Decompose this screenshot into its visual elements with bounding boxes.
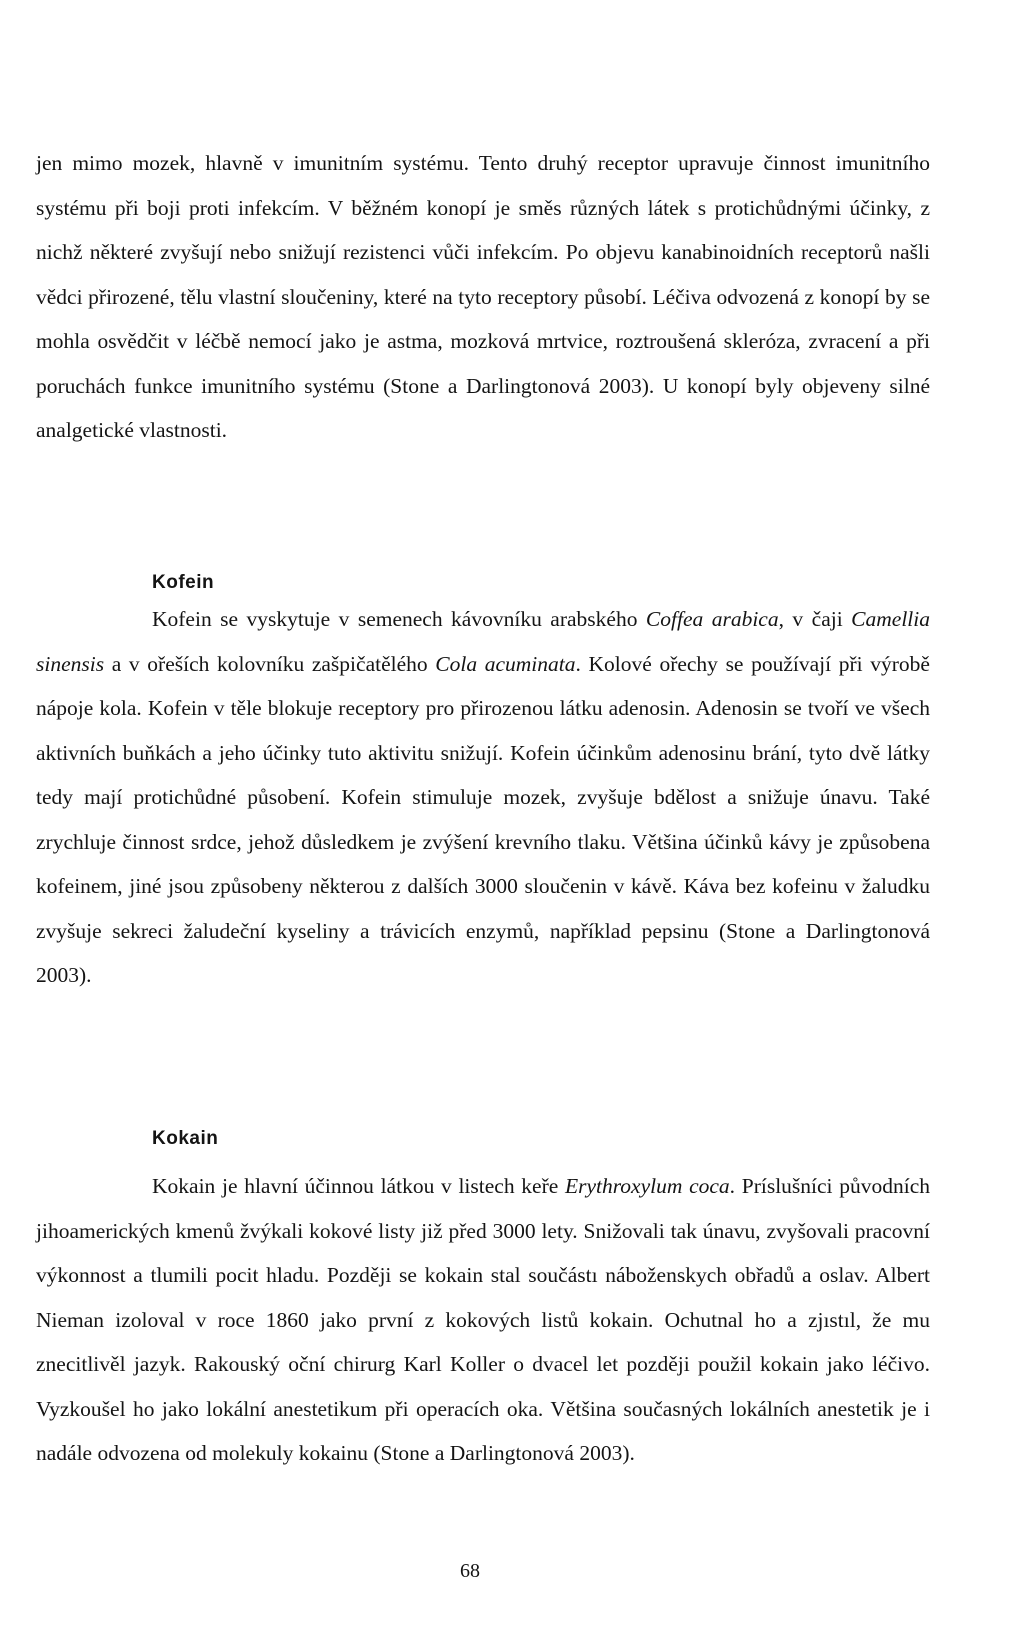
paragraph-cannabis-continued xyxy=(36,141,930,453)
page-number: 68 xyxy=(460,1560,480,1582)
text-segment: Kokain je hlavní účinnou látkou v listech keře xyxy=(152,1174,565,1198)
latin-name-erythroxylum-coca: Erythroxylum coca xyxy=(564,1174,730,1198)
text-segment: a v ořeších kolovníku zašpičatělého xyxy=(104,651,436,676)
text-segment: , v čaji xyxy=(778,607,852,631)
paragraph-kofein xyxy=(36,597,930,998)
section-heading-kokain: Kokain xyxy=(152,1128,219,1149)
paragraph-text: jen mimo mozek, hlavně v imunitním systému. Tento druhý receptor upravuje činnost imunitního systému při boji proti infekcím. V běžném konopí je směs různých látek s protichůdnými účinky, z nichž některé zvyšují nebo snižují rezistenci vůči infekcím. Po objevu kanabinoidních receptorů našli vědci přirozené, tělu vlastní sloučeniny, které na tyto receptory působí. Léčiva odvozená z konopí by se mohla osvědčit v léčbě nemocí jako je astma, mozková mrtvice, roztroušená skleróza, zvracení a při poruchách funkce imunitního systému (Stone a Darlingtonová 2003). U konopí byly objeveny silné analgetické vlastnosti. xyxy=(36,151,930,442)
paragraph-kokain xyxy=(36,1164,930,1476)
section-heading-kofein: Kofein xyxy=(152,572,215,593)
text-segment: . Príslušníci původních jihoamerických kmenů žvýkali kokové listy již před 3000 lety. Snižovali tak únavu, zvyšovali pracovní výkonnost a tlumili pocit hladu. Později se kokain stal součástı náboženskych obřadů a oslav. Albert Nieman izoloval v roce 1860 jako první z kokových listů kokain. Ochutnal ho a zjıstıl, že mu znecitlivěl jazyk. Rakouský oční chirurg Karl Koller o dvacel let později použil kokain jako léčivo. Vyzkoušel ho jako lokální anestetikum při operacích oka. Většina současných lokálních anestetik je i nadále odvozena od molekuly kokainu (Stone a Darlingtonová 2003). xyxy=(36,1174,930,1465)
text-segment: Kofein se vyskytuje v semenech kávovníku arabského xyxy=(152,607,646,631)
latin-name-coffea-arabica: Coffea arabica xyxy=(645,607,779,631)
latin-name-cola-acuminata: Cola acuminata xyxy=(435,651,576,676)
text-segment: . Kolové ořechy se používají při výrobě nápoje kola. Kofein v těle blokuje receptory pro přirozenou látku adenosin. Adenosin se tvoří ve všech aktivních buňkách a jeho účinky tuto aktivitu snižují. Kofein účinkům adenosinu brání, tyto dvě látky tedy mají protichůdné působení. Kofein stimuluje mozek, zvyšuje bdělost a snižuje únavu. Také zrychluje činnost srdce, jehož důsledkem je zvýšení krevního tlaku. Většina účinků kávy je způsobena kofeinem, jiné jsou způsobeny některou z dalších 3000 sloučenin v kávě. Káva bez kofeinu v žaludku zvyšuje sekreci žaludeční kyseliny a trávicích enzymů, například pepsinu (Stone a Darlingtonová 2003). xyxy=(36,651,930,987)
latin-name-camellia-sinensis: Camellia sinensis xyxy=(36,607,930,676)
